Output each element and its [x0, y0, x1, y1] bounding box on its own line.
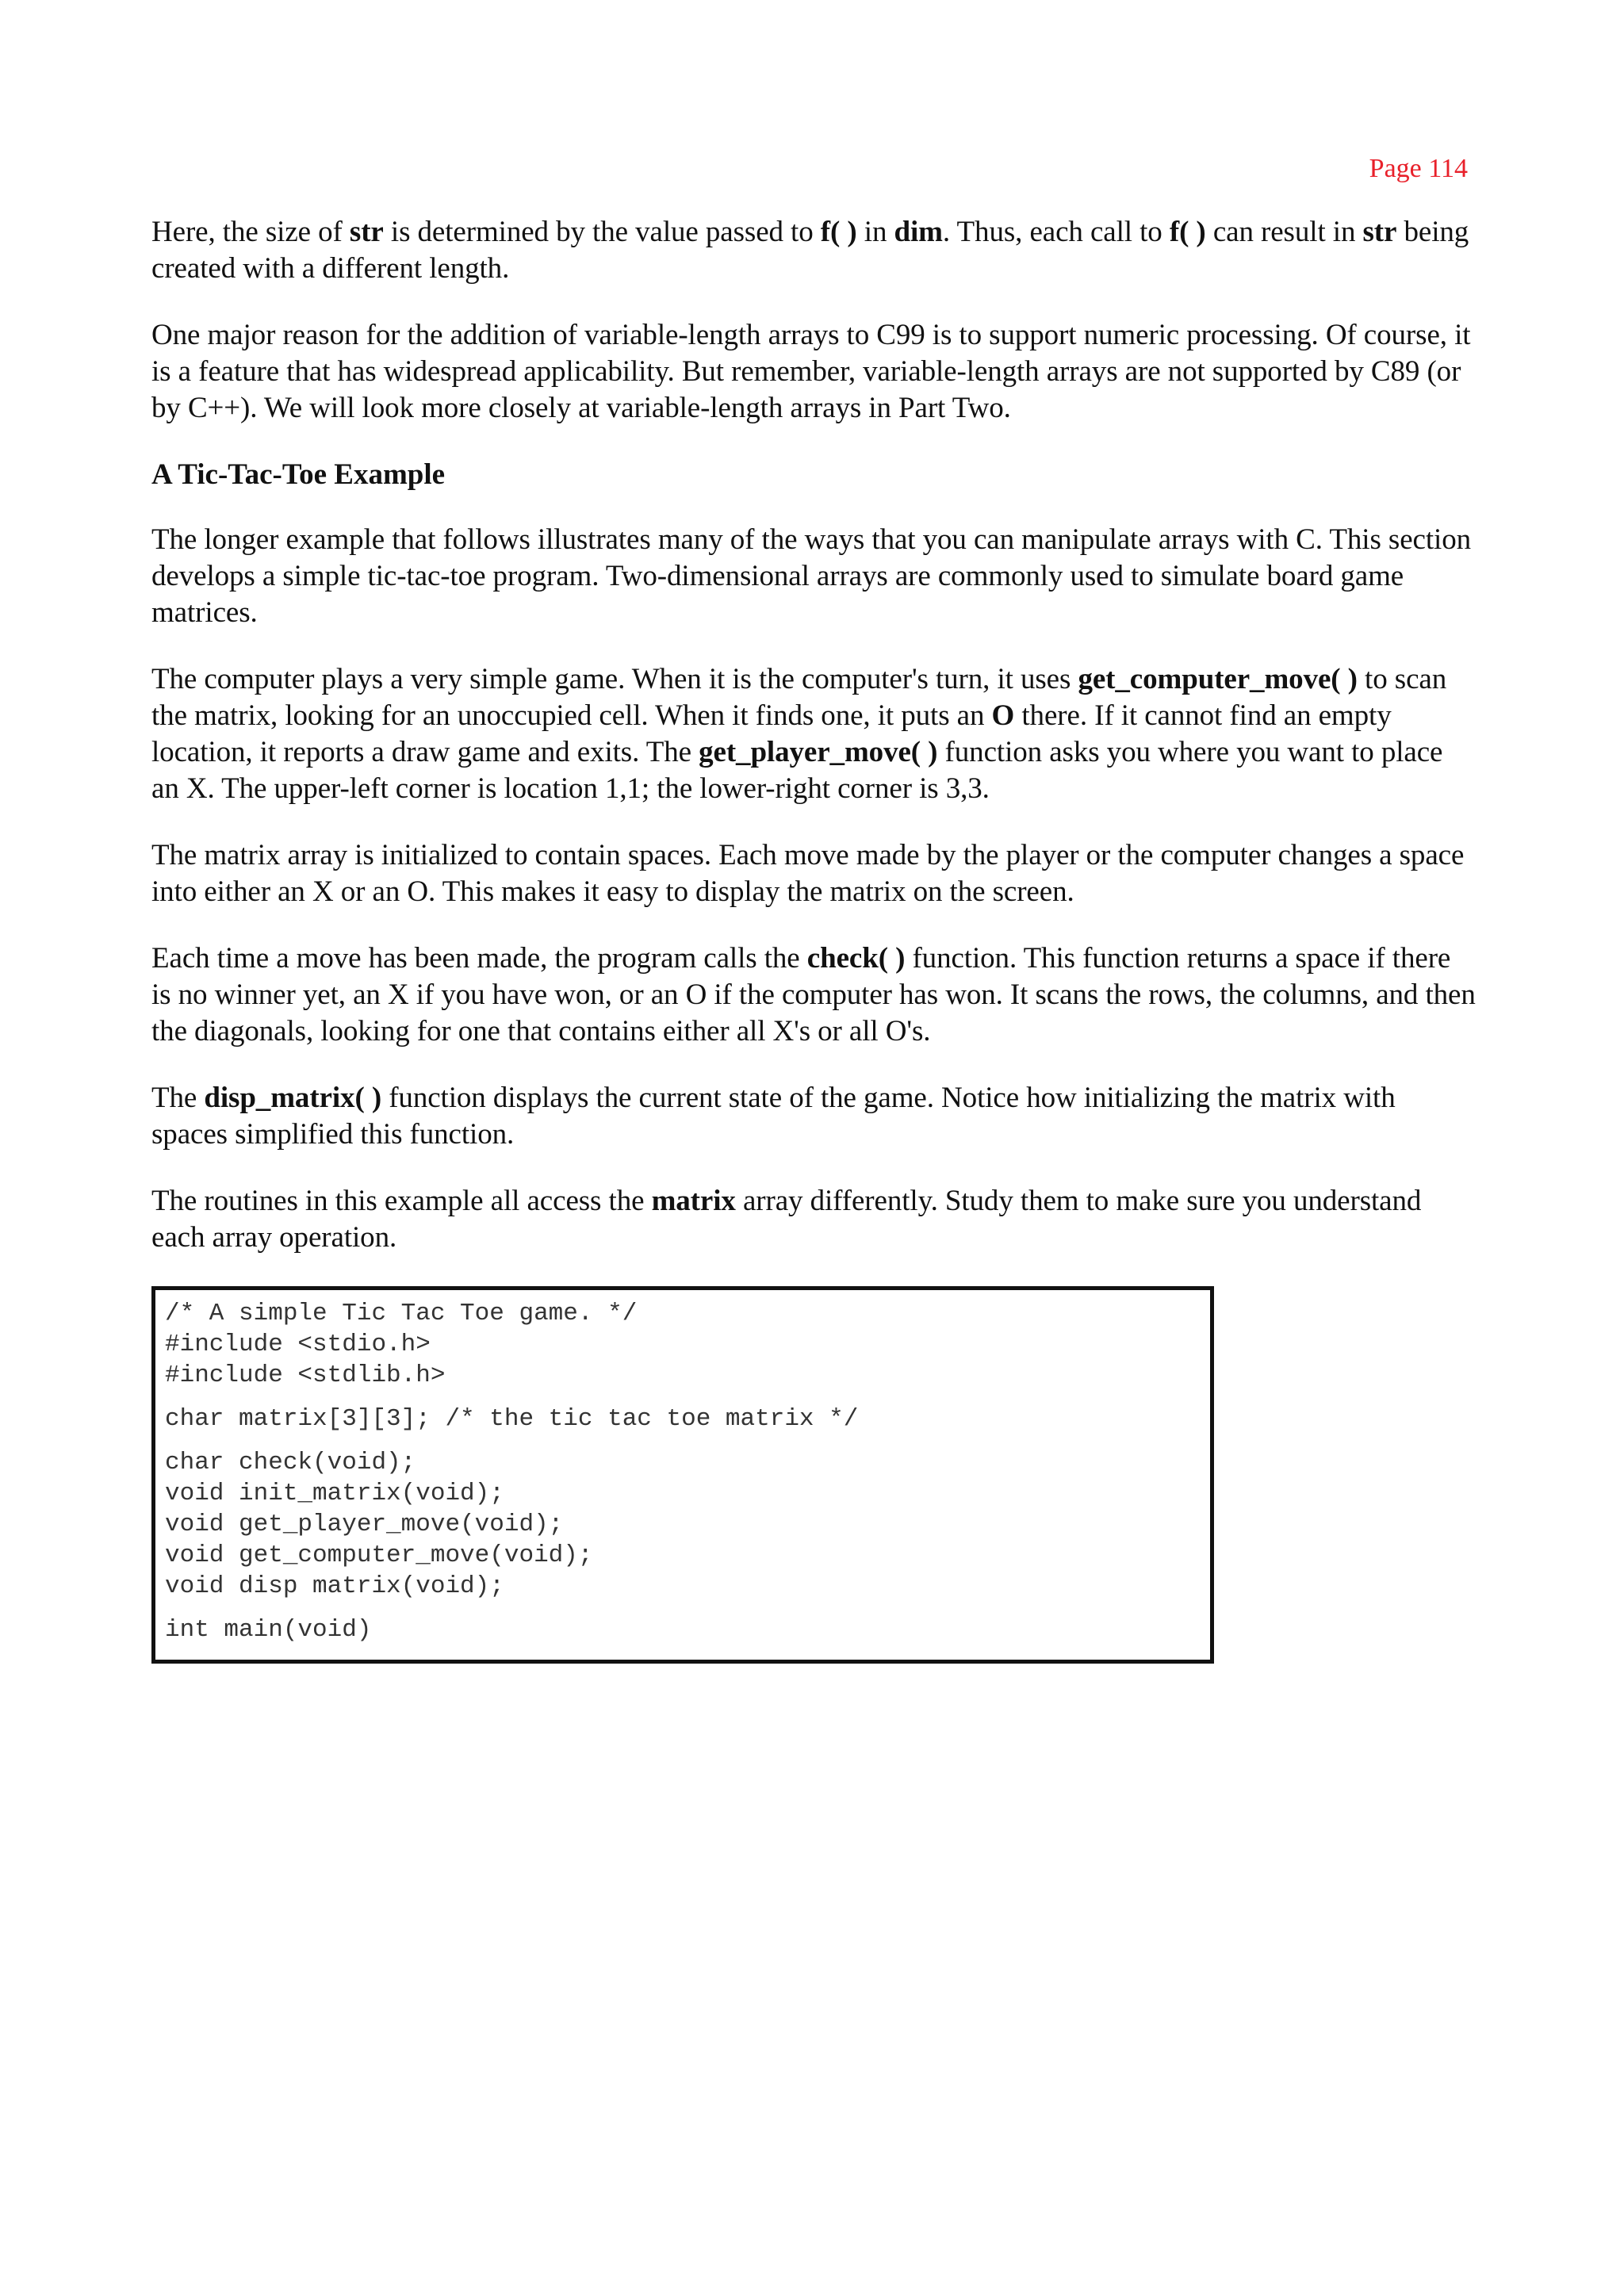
- paragraph-intro-example: The longer example that follows illustrates many of the ways that you can manipulate arrays with C. This section develops a simple tic-tac-toe program. Two-dimensional arrays are commonly used to simulate board game matrices.: [151, 523, 1472, 629]
- text-run: can result in: [1205, 216, 1363, 248]
- code-line: char matrix[3][3]; /* the tic tac toe matrix */: [165, 1405, 859, 1433]
- code-line: /* A simple Tic Tac Toe game. */: [165, 1300, 638, 1327]
- text-run: function asks you where you want to place an X. The upper-left corner is location 1,1; the lower-right corner is 3,3.: [151, 736, 1443, 805]
- code-listing: [151, 1286, 1214, 1664]
- text-run: array differently. Study them to make sure you understand each array operation.: [151, 1185, 1422, 1254]
- text-run: in: [856, 216, 894, 248]
- code-term-disp-matrix: disp_matrix( ): [204, 1082, 382, 1114]
- code-blank-line: [165, 1391, 1202, 1404]
- text-run: Here, the size of: [151, 216, 350, 248]
- section-heading: A Tic-Tac-Toe Example: [151, 458, 446, 491]
- code-term-matrix: matrix: [651, 1185, 736, 1217]
- text-run: there. If it cannot find an empty location, it reports a draw game and exits. The: [151, 699, 1392, 768]
- paragraph-disp-matrix: [151, 1080, 1476, 1153]
- code-line: void get_computer_move(void);: [165, 1541, 593, 1569]
- code-line: #include <stdlib.h>: [165, 1361, 446, 1389]
- code-line: #include <stdio.h>: [165, 1331, 431, 1358]
- text-run: The routines in this example all access the: [151, 1185, 652, 1217]
- page-content: [151, 214, 1476, 1664]
- code-term-check: check( ): [806, 942, 906, 975]
- code-blank-line: [165, 1602, 1202, 1614]
- text-run: being created with a different length.: [151, 216, 1469, 285]
- code-term-str: str: [1362, 216, 1397, 248]
- text-run: function displays the current state of the game. Notice how initializing the matrix with spaces simplified this function.: [151, 1082, 1396, 1151]
- paragraph-routines: [151, 1183, 1476, 1256]
- text-run: The computer plays a very simple game. When it is the computer's turn, it uses: [151, 663, 1078, 695]
- paragraph-computer-play: [151, 661, 1476, 807]
- code-term-dim: dim: [894, 216, 943, 248]
- code-blank-line: [165, 1434, 1202, 1447]
- code-line: int main(void): [165, 1616, 372, 1644]
- paragraph-check-function: [151, 940, 1476, 1050]
- paragraph-str-size: [151, 214, 1476, 287]
- code-term-get-player-move: get_player_move( ): [699, 736, 938, 768]
- page-number: Page 114: [1369, 154, 1468, 183]
- code-line: char check(void);: [165, 1449, 416, 1476]
- text-run: to scan the matrix, looking for an unoccupied cell. When it finds one, it puts an: [151, 663, 1447, 732]
- code-term-f: f( ): [1169, 216, 1206, 248]
- code-term-o: O: [991, 699, 1015, 732]
- paragraph-matrix-init: The matrix array is initialized to contain spaces. Each move made by the player or the computer changes a space into either an X or an O. This makes it easy to display the matrix on the screen.: [151, 839, 1465, 908]
- code-line: void disp matrix(void);: [165, 1572, 504, 1600]
- code-term-get-computer-move: get_computer_move( ): [1078, 663, 1358, 695]
- code-term-f: f( ): [820, 216, 857, 248]
- code-term-str: str: [349, 216, 384, 248]
- text-run: Each time a move has been made, the program calls the: [151, 942, 807, 975]
- text-run: function. This function returns a space if there is no winner yet, an X if you have won, or an O if the computer has won. It scans the rows, the columns, and then the diagonals, looking for one that contains either all X's or all O's.: [151, 942, 1476, 1047]
- text-run: . Thus, each call to: [942, 216, 1170, 248]
- code-line: void init_matrix(void);: [165, 1480, 504, 1507]
- paragraph-vla-reason: One major reason for the addition of variable-length arrays to C99 is to support numeric processing. Of course, it is a feature that has widespread applicability. But remember, variable-length arrays are not supported by C89 (or by C++). We will look more closely at variable-length arrays in Part Two.: [151, 319, 1471, 424]
- code-line: void get_player_move(void);: [165, 1511, 564, 1538]
- text-run: The: [151, 1082, 205, 1114]
- text-run: is determined by the value passed to: [383, 216, 821, 248]
